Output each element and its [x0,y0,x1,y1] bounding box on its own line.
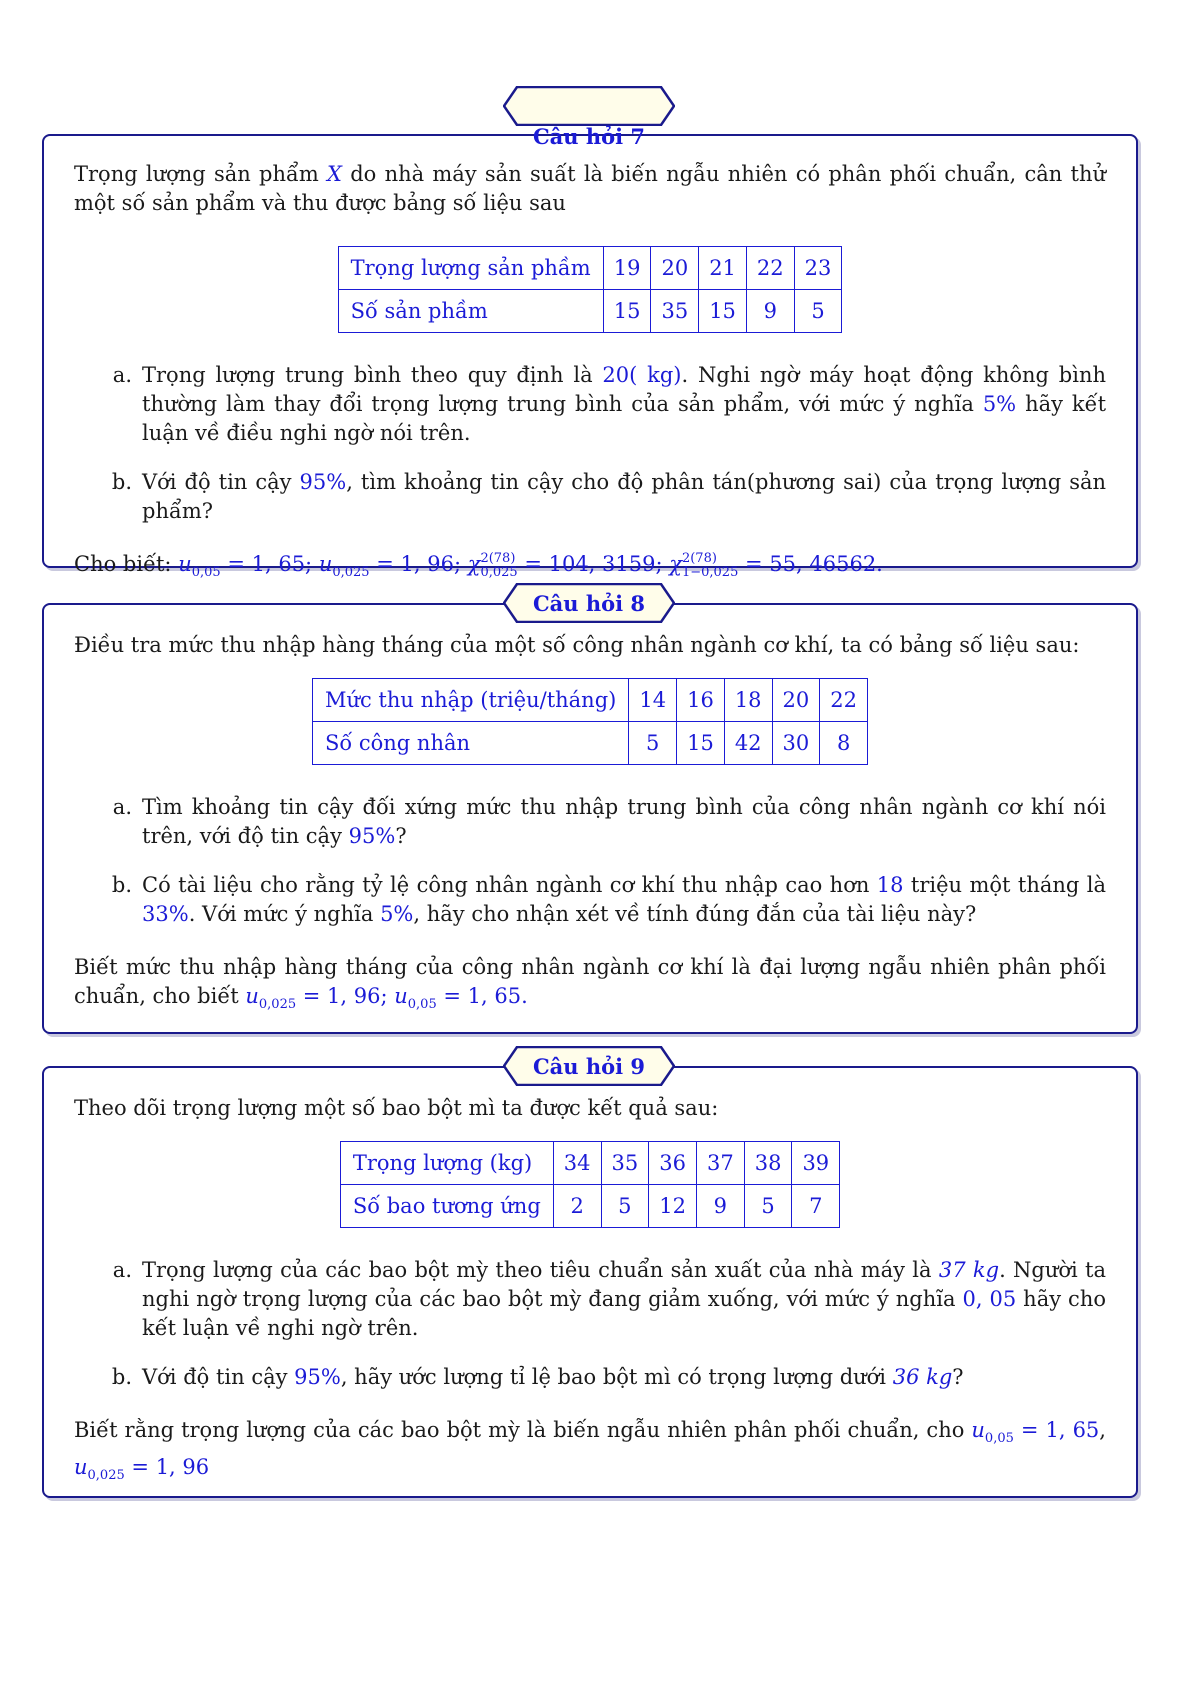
table-cell: 36 [649,1142,697,1185]
table-cell: 19 [603,247,651,290]
table-row [338,290,842,333]
table-cell: 22 [746,247,794,290]
table-cell: 9 [746,290,794,333]
question-8-part-b: b. Có tài liệu cho rằng tỷ lệ công nhân ngành cơ khí thu nhập cao hơn 18 triệu một tháng là 33%. Với mức ý nghĩa 5%, hãy cho nhận xét về tính đúng đắn của tài liệu này? [74,871,1106,929]
table-header-cell: Mức thu nhập (triệu/tháng) [312,679,628,722]
table-cell: 34 [553,1142,601,1185]
table-cell: 8 [820,722,868,765]
question-9-intro: Theo dõi trọng lượng một số bao bột mì ta được kết quả sau: [74,1096,719,1120]
table-cell: 38 [744,1142,792,1185]
question-7-card [42,134,1138,581]
item-label: b. [111,873,132,897]
question-9-card [42,1066,1138,1498]
table-header-cell: Trọng lượng (kg) [340,1142,553,1185]
table-header-cell: Trọng lượng sản phầm [338,247,603,290]
table-cell: 5 [744,1185,792,1228]
table-cell: 35 [601,1142,649,1185]
table-cell: 37 [696,1142,744,1185]
table-cell: 15 [699,290,747,333]
item-label: b. [111,1365,132,1389]
question-8-part-a: a. Tìm khoảng tin cậy đối xứng mức thu nhập trung bình của công nhân ngành cơ khí nói trên, với độ tin cậy 95%? [74,793,1106,851]
table-cell: 22 [820,679,868,722]
question-7-part-b: b. Với độ tin cậy 95%, tìm khoảng tin cậy cho độ phân tán(phương sai) của trọng lượng sản phẩm? [74,468,1106,526]
table-cell: 5 [794,290,842,333]
table-cell: 2 [553,1185,601,1228]
table-header-cell: Số sản phầm [338,290,603,333]
table-row [338,247,842,290]
question-9-badge [503,1046,675,1086]
question-9-note: Biết rằng trọng lượng của các bao bột mỳ là biến ngẫu nhiên phân phối chuẩn, cho $u_{0,05} = 1$, 65, $u_{0,025} = 1$, 96 [74,1418,1106,1484]
table-cell: 15 [603,290,651,333]
question-7-intro: Trọng lượng sản phẩm X do nhà máy sản suất là biến ngẫu nhiên có phân phối chuẩn, cân thử một số sản phẩm và thu được bảng số liệu sau [74,162,1107,215]
table-header-cell: Số công nhân [312,722,628,765]
table-cell: 20 [651,247,699,290]
table-cell: 21 [699,247,747,290]
table-row [312,679,867,722]
table-cell: 12 [649,1185,697,1228]
table-cell: 42 [724,722,772,765]
table-row [340,1142,839,1185]
table-header-cell: Số bao tương ứng [340,1185,553,1228]
item-label: a. [112,795,132,819]
table-row [312,722,867,765]
question-8-card [42,603,1138,1034]
table-cell: 23 [794,247,842,290]
table-cell: 14 [629,679,677,722]
table-cell: 5 [629,722,677,765]
question-9-part-a: a. Trọng lượng của các bao bột mỳ theo tiêu chuẩn sản xuất của nhà máy là 37 kg. Người ta nghi ngờ trọng lượng của các bao bột mỳ đang giảm xuống, với mức ý nghĩa 0, 05 hãy cho kết luận về nghi ngờ trên. [74,1256,1106,1343]
question-8-title: Câu hỏi 8 [532,590,646,616]
table-cell: 5 [601,1185,649,1228]
table-cell: 18 [724,679,772,722]
table-cell: 30 [772,722,820,765]
table-cell: 35 [651,290,699,333]
table-cell: 15 [677,722,725,765]
table-cell: 20 [772,679,820,722]
table-row [340,1185,839,1228]
item-label: a. [112,363,132,387]
item-label: a. [112,1258,132,1282]
item-label: b. [111,470,132,494]
table-cell: 16 [677,679,725,722]
question-7-note: Cho biết: $u_{0,05} = 1$, 65; $u_{0,025} = 1$, 96; χ 2(78) 0,025 = 104, 3159; χ 2(78) 1−0,025 = 55, 46562. [74,550,883,581]
table-cell: 39 [792,1142,840,1185]
question-7-title: Câu hỏi 7 [532,123,646,149]
table-cell: 9 [696,1185,744,1228]
question-8-intro: Điều tra mức thu nhập hàng tháng của một số công nhân ngành cơ khí, ta có bảng số liệu sau: [74,633,1080,657]
question-9-title: Câu hỏi 9 [532,1053,646,1079]
question-7-table [338,246,843,333]
question-8-note: Biết mức thu nhập hàng tháng của công nhân ngành cơ khí là đại lượng ngẫu nhiên phân phối chuẩn, cho biết $u_{0,025} = 1$, 96; $u_{0,05} = 1$, 65. [74,955,1106,1013]
question-8-table [312,678,868,765]
question-7-part-a: a. Trọng lượng trung bình theo quy định là 20( kg). Nghi ngờ máy hoạt động không bình thường làm thay đổi trọng lượng trung bình của sản phẩm, với mức ý nghĩa 5% hãy kết luận về điều nghi ngờ nói trên. [74,361,1106,448]
badge-shape [503,86,675,126]
question-7-badge [503,86,675,149]
question-9-part-b: b. Với độ tin cậy 95%, hãy ước lượng tỉ lệ bao bột mì có trọng lượng dưới 36 kg? [74,1363,1106,1392]
question-8-badge [503,583,675,623]
table-cell: 7 [792,1185,840,1228]
question-9-table [340,1141,840,1228]
